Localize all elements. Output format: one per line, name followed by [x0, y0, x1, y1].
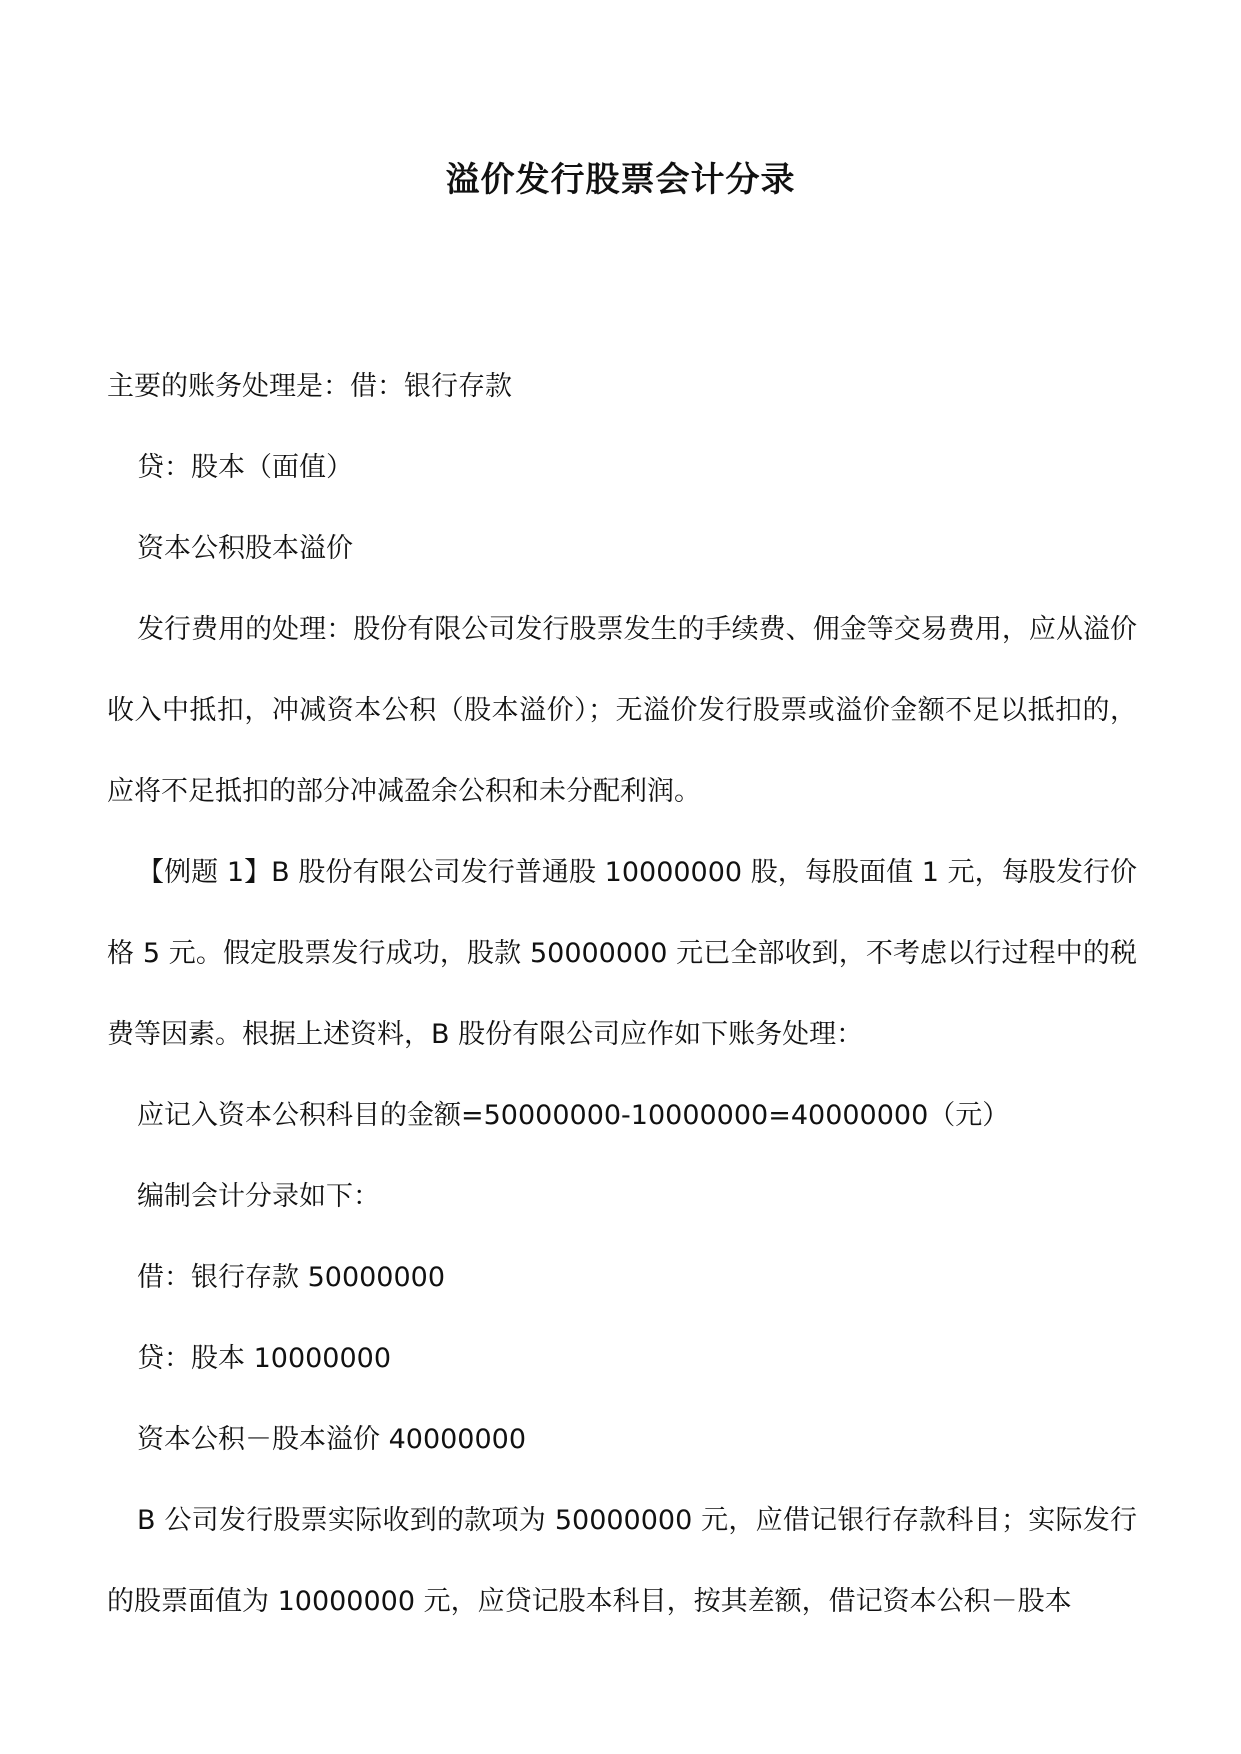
paragraph-capital-reserve-amount: 应记入资本公积科目的金额=50000000-10000000=40000000（元） [137, 1100, 1010, 1131]
paragraph-explanation: B 公司发行股票实际收到的款项为 50000000 元，应借记银行存款科目；实际发行的股票面值为 10000000 元，应贷记股本科目，按其差额，借记资本公积－股本 [107, 1505, 1137, 1617]
paragraph-main-entry: 主要的账务处理是：借：银行存款 [107, 371, 512, 402]
paragraph-credit-capital: 贷：股本 10000000 [137, 1343, 392, 1374]
document-body [107, 346, 1137, 1642]
paragraph-capital-reserve: 资本公积股本溢价 [137, 533, 353, 564]
paragraph-example-1: 【例题 1】B 股份有限公司发行普通股 10000000 股，每股面值 1 元，每股发行价格 5 元。假定股票发行成功，股款 50000000 元已全部收到，不考虑以行过程中的税费等因素。根据上述资料，B 股份有限公司应作如下账务处理： [107, 857, 1137, 1050]
paragraph-issue-cost-treatment: 发行费用的处理：股份有限公司发行股票发生的手续费、佣金等交易费用，应从溢价收入中抵扣，冲减资本公积（股本溢价）；无溢价发行股票或溢价金额不足以抵扣的，应将不足抵扣的部分冲减盈余公积和未分配利润。 [107, 614, 1137, 807]
document-title: 溢价发行股票会计分录 [445, 160, 796, 200]
paragraph-credit-share-capital: 贷：股本（面值） [137, 452, 353, 483]
paragraph-entry-heading: 编制会计分录如下： [137, 1181, 380, 1212]
paragraph-capital-premium: 资本公积－股本溢价 40000000 [137, 1424, 527, 1455]
paragraph-debit-bank: 借：银行存款 50000000 [137, 1262, 446, 1293]
